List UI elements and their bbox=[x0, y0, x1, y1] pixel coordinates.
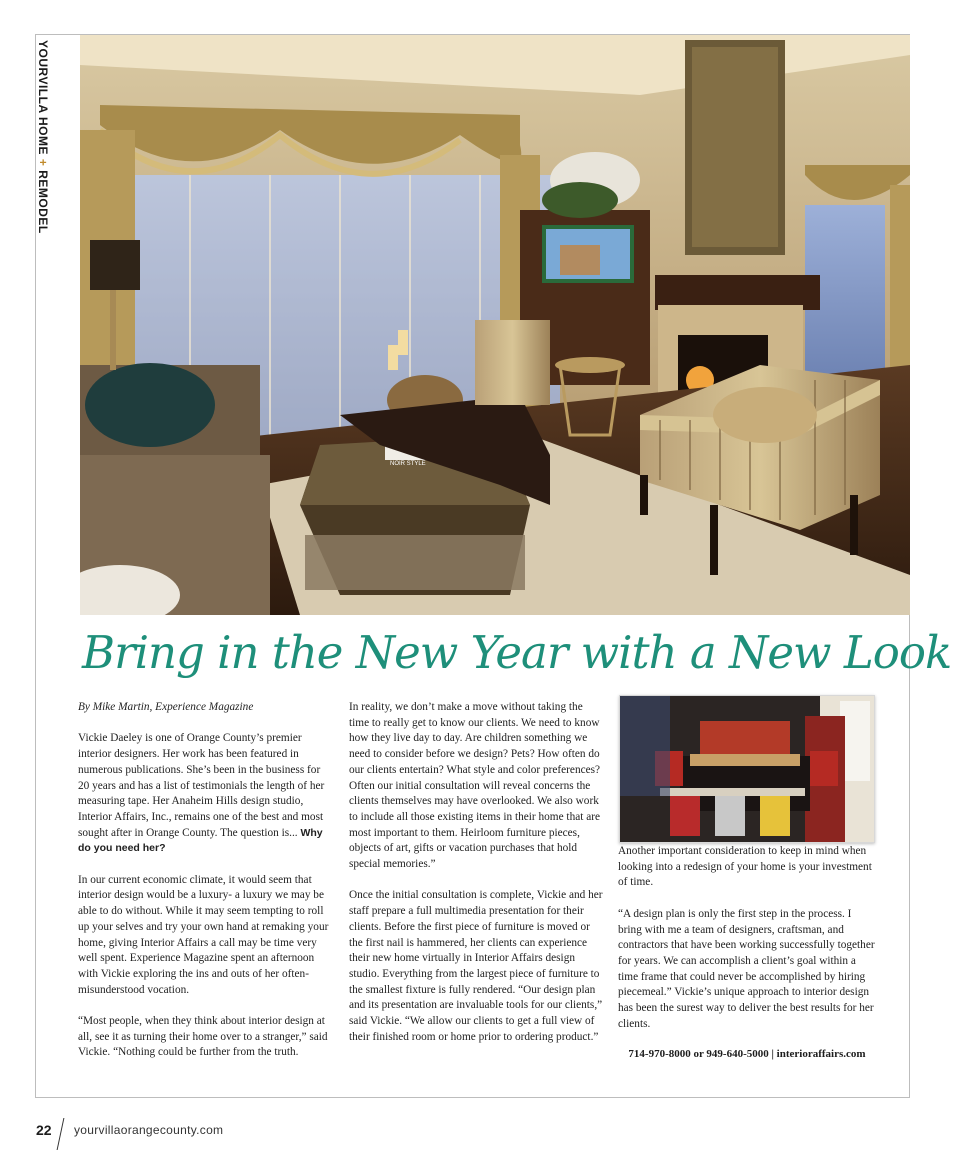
section-label bbox=[36, 40, 58, 240]
page-number: 22 bbox=[36, 1122, 52, 1138]
article-title: Bring in the New Year with a New Look bbox=[82, 626, 952, 679]
inset-photo-illustration bbox=[620, 696, 874, 842]
paragraph bbox=[78, 731, 334, 857]
article-column-3 bbox=[618, 844, 876, 1048]
paragraph: In our current economic climate, it would seem that interior design would be a luxury- a luxury we may be able to do without. While it may seem tempting to roll up your selves and try your own hand at remaking your home, giving Interior Affairs a call may be time very well spent. Experience Magazine spent an afternoon with Vickie exploring the ins and outs of her often-misunderstood vocation. bbox=[78, 873, 329, 996]
contact-line: 714-970-8000 or 949-640-5000 | interioraffairs.com bbox=[628, 1048, 866, 1060]
section-label-plus: + bbox=[36, 158, 50, 167]
article-column-2 bbox=[349, 700, 605, 1061]
hero-book-text: NOIR STYLE bbox=[390, 461, 426, 467]
section-label-part2: REMODEL bbox=[36, 170, 50, 234]
byline: By Mike Martin, Experience Magazine bbox=[78, 701, 254, 713]
page-footer bbox=[36, 1118, 436, 1148]
paragraph: Once the initial consultation is complete, Vickie and her staff prepare a full multimedia presentation for their clients. Before the first piece of furniture is moved or the first nail is hammered, her clients can experience their new home virtually in Interior Affairs design studio. Everything from the largest piece of furniture to the smallest fixture is fully rendered. “Our design plan and its presentation are invaluable tools for our clients,” said Vickie. “We allow our clients to get a full view of their finished room or home prior to ordering product.” bbox=[349, 889, 603, 1043]
hero-photo bbox=[80, 35, 910, 615]
footer-url: yourvillaorangecounty.com bbox=[74, 1123, 224, 1137]
footer-divider bbox=[57, 1118, 65, 1150]
paragraph-text: Vickie Daeley is one of Orange County’s premier interior designers. Her work has been featured in numerous publications. She’s been in the business for 20 years and has a list of testimonials the length of her measuring tape. Her Anaheim Hills design studio, Interior Affairs, Inc., remains one of the best and most sought after in Orange County. The question is... bbox=[78, 732, 325, 839]
paragraph: In reality, we don’t make a move without taking the time to really get to know our clients. We need to know how they live day to day. Are children something we need to consider before we design? Pets? How often do our clients entertain? What style and color preferences? Often our initial consultation will reveal concerns the clients themselves may have overlooked. We also work to include all those existing items in their home that are most important to them. Heirloom furniture pieces, objects of art, gifts or vacation purchases that hold special memories.” bbox=[349, 701, 601, 871]
paragraph: “Most people, when they think about interior design at all, see it as turning their home over to a stranger,” said Vickie. “Nothing could be further from the truth. bbox=[78, 1015, 328, 1059]
paragraph: Another important consideration to keep in mind when looking into a redesign of your home is your investment of time. bbox=[618, 845, 872, 889]
paragraph-emphasis: Why do you need her? bbox=[78, 826, 323, 855]
paragraph: “A design plan is only the first step in the process. I bring with me a team of designers, craftsman, and contractors that have been working successfully together for years. We can accomplish a client’s goal within a time frame that could never be accomplished by hiring piecemeal.” Vickie’s unique approach to interior design has been the surest way to deliver the best results for her clients. bbox=[618, 907, 875, 1030]
hero-photo-illustration bbox=[80, 35, 910, 615]
article-column-1 bbox=[78, 700, 334, 1077]
inset-photo bbox=[619, 695, 875, 843]
section-label-part1: YOURVILLA HOME bbox=[36, 40, 50, 156]
